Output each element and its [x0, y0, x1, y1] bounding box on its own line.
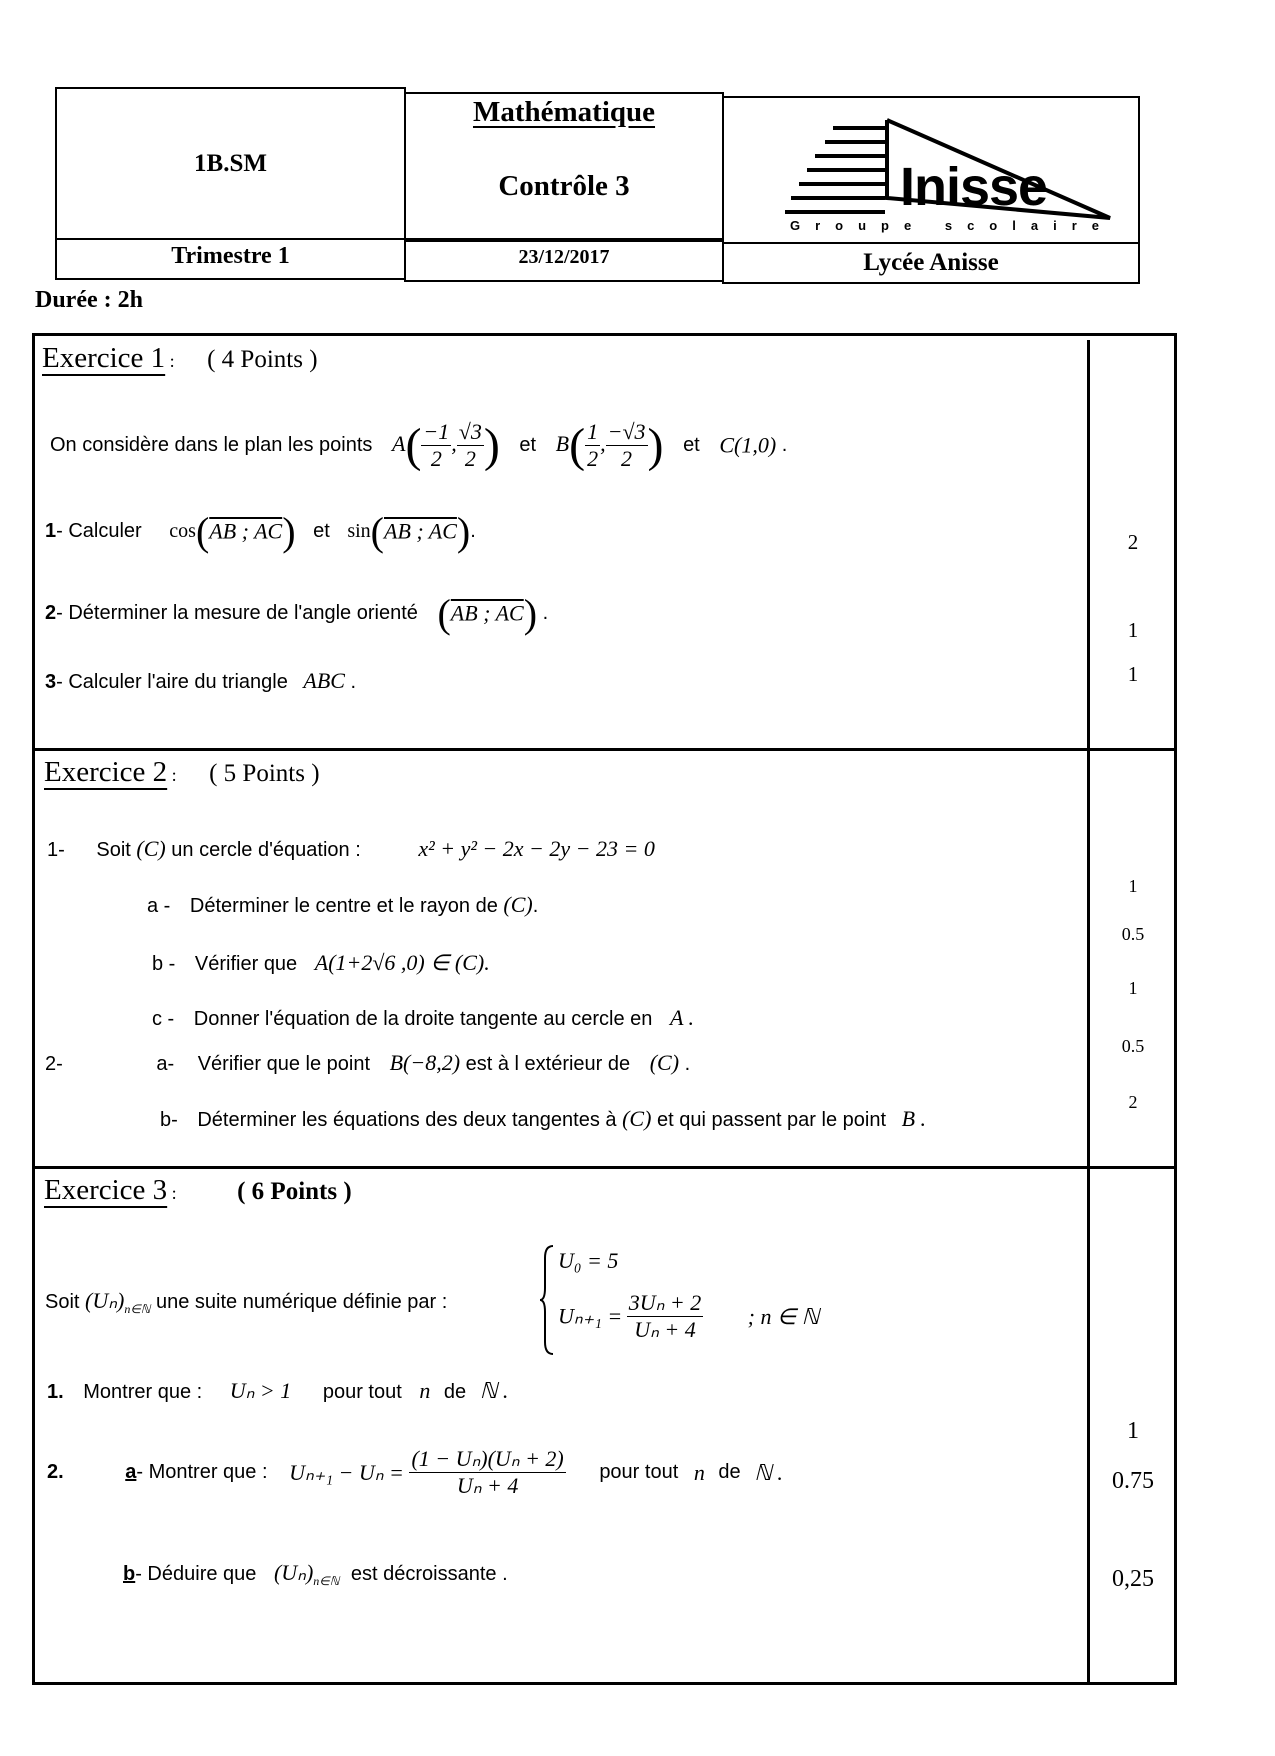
ex3-un1-num: 3Uₙ + 2: [628, 1290, 702, 1315]
exercise-2-heading: [44, 756, 320, 789]
ex2-c-label: c -: [152, 1008, 175, 1030]
ex3-q2-number: 2.: [47, 1461, 64, 1483]
ex2-score-5: 2: [1128, 1092, 1138, 1112]
exam-date: 23/12/2017: [518, 246, 610, 268]
ex3-q1-N: ℕ .: [479, 1378, 509, 1403]
exercise-3-title: Exercice 3: [44, 1174, 168, 1206]
exercise-2-2b: [160, 1106, 926, 1132]
ex2-p2b-math: B .: [901, 1106, 927, 1131]
ex3-score-3: 0,25: [1112, 1566, 1154, 1592]
ex3-q2b-label: b: [123, 1563, 136, 1585]
ex1-score-3: 1: [1127, 662, 1139, 686]
ex3-u0: U₀ = 5: [558, 1248, 619, 1273]
ex2-c-text: Donner l'équation de la droite tangente au cercle en: [193, 1008, 653, 1030]
logo-subtitle: Groupe scolaire: [790, 218, 1114, 233]
ex3-q2a-n: n: [693, 1459, 705, 1485]
ex2-p2b-label: b-: [160, 1109, 178, 1131]
ex2-circle-2: (C): [503, 892, 533, 917]
ex3-q1-text2: pour tout: [322, 1381, 402, 1403]
ex2-circle-4: (C): [622, 1106, 652, 1131]
exercise-2-1a: a - Déterminer le centre et le rayon de (C).: [147, 892, 539, 917]
ex3-q2a-lhs: Uₙ₊₁ − Uₙ =: [289, 1459, 404, 1485]
ex1-intro-text: On considère dans le plan les points: [50, 434, 373, 456]
ex2-p2b-text2: et qui passent par le point: [656, 1109, 887, 1131]
ex2-p2-number: 2-: [45, 1053, 63, 1075]
ex2-equation: x² + y² − 2x − 2y − 23 = 0: [418, 836, 655, 861]
system-brace: [540, 1244, 554, 1356]
ex2-b-text: Vérifier que: [194, 953, 298, 975]
exercise-2-title: Exercice 2: [44, 756, 168, 788]
ex3-q1-math: Uₙ > 1: [229, 1378, 292, 1403]
ex2-score-4: 0.5: [1121, 1036, 1145, 1056]
ex2-c-math: A .: [669, 1005, 694, 1030]
ex3-un1-den: Uₙ + 4: [634, 1317, 696, 1342]
ex3-q2a-de: de: [718, 1461, 741, 1483]
ex1-q2-number: 2: [45, 602, 57, 624]
subject-title: Mathématique: [472, 96, 656, 128]
ex3-intro-a: Soit: [45, 1291, 80, 1313]
ex2-score-1: 1: [1128, 876, 1138, 896]
exercise-3-colon: :: [171, 1183, 177, 1203]
exercise-3-q2b: [123, 1560, 508, 1589]
exercise-2-part1: [47, 836, 655, 862]
ex3-recurrence: [558, 1290, 819, 1343]
ex3-q2a-text2: pour tout: [599, 1461, 679, 1483]
ex2-a-label: a -: [147, 895, 171, 917]
exercise-1-q1: 1- Calculer cos(AB ; AC) et sin(AB ; AC).: [45, 509, 476, 554]
exercise-1-points: ( 4 Points ): [207, 346, 318, 373]
ex2-a-text: Déterminer le centre et le rayon de: [189, 895, 498, 917]
exercise-2-colon: :: [171, 765, 177, 785]
school-name: Lycée Anisse: [863, 249, 999, 276]
ex2-p2b-text: Déterminer les équations des deux tangentes à: [197, 1109, 617, 1131]
ex2-b-label: b -: [152, 953, 176, 975]
ex3-q1-number: 1.: [47, 1381, 64, 1403]
exercise-3-q2a: [47, 1446, 783, 1499]
ex3-intro-b: une suite numérique définie par :: [155, 1291, 448, 1313]
ex1-q3-text: - Calculer l'aire du triangle: [56, 671, 288, 693]
ex3-seq-name: (Uₙ): [85, 1288, 125, 1313]
ex2-score-2: 0.5: [1121, 924, 1145, 944]
ex3-q2a-den: Uₙ + 4: [456, 1473, 519, 1498]
ex2-p2a-text: Vérifier que le point: [197, 1053, 371, 1075]
ex3-un1-lhs: Uₙ₊₁ =: [558, 1303, 623, 1329]
ex1-q3-number: 3: [45, 671, 57, 693]
ex3-q2b-math: (Uₙ): [273, 1560, 314, 1585]
ex3-q2a-label: a: [125, 1461, 137, 1483]
ex3-q2b-text2: est décroissante .: [350, 1563, 508, 1585]
exercise-2-points: ( 5 Points ): [209, 760, 320, 787]
divider-ex1-ex2: [32, 748, 1177, 751]
ex3-q1-n: n: [419, 1378, 431, 1403]
ex3-q2a-text: - Montrer que :: [136, 1461, 268, 1483]
ex2-score-3: 1: [1128, 978, 1138, 998]
exercise-1-intro: On considère dans le plan les points A( $\frac{-1}{2}$ , $\frac{√3}{2}$ ) et B( $\frac{1}{2}$ , $\frac{-√3}{2}$ ) et C(1,0) .: [50, 419, 788, 472]
exam-title: Contrôle 3: [498, 170, 630, 202]
ex2-p2a-label: a-: [156, 1053, 175, 1075]
exercise-2-1b: [152, 950, 490, 976]
ex3-q2b-sub: n∈ℕ: [313, 1574, 340, 1588]
exercise-3-points: ( 6 Points ): [237, 1178, 352, 1205]
duration-label: Durée : 2h: [35, 287, 143, 313]
divider-ex2-ex3: [32, 1166, 1177, 1169]
ex3-seq-sub: n∈ℕ: [124, 1302, 151, 1316]
exercise-1-heading: [42, 342, 318, 375]
ex1-score-1: 2: [1127, 530, 1139, 554]
ex1-q1-number: 1: [45, 520, 57, 542]
ex1-q3-math: ABC: [303, 668, 345, 693]
trimester-label: Trimestre 1: [171, 243, 290, 269]
ex3-score-1: 1: [1127, 1418, 1139, 1444]
ex3-cond: ; n ∈ ℕ: [747, 1303, 820, 1329]
exercise-1-q2: 2- Déterminer la mesure de l'angle orienté (AB ; AC) .: [45, 591, 549, 636]
exercise-1-title: Exercice 1: [42, 342, 166, 374]
ex3-q2a-N: ℕ .: [754, 1459, 783, 1485]
exercise-1-q3: 3- Calculer l'aire du triangle ABC .: [45, 668, 357, 693]
ex3-q2b-text: - Déduire que: [135, 1563, 257, 1585]
exercise-2-1c: [152, 1005, 694, 1031]
ex2-p1-text-a: Soit: [96, 839, 131, 861]
exercise-2-2a: 2- a- Vérifier que le point B(−8,2) est à l extérieur de (C) .: [45, 1050, 691, 1075]
logo-wordmark: Inisse: [900, 157, 1048, 217]
ex1-et-1: et: [519, 434, 537, 456]
ex2-circle-1: (C): [136, 836, 166, 861]
ex2-p1-text-b: un cercle d'équation :: [171, 839, 361, 861]
exercise-3-heading: [44, 1174, 352, 1207]
exercise-1-colon: :: [169, 351, 175, 371]
ex3-q2a-num: (1 − Uₙ)(Uₙ + 2): [411, 1446, 564, 1471]
ex2-p2a-text2: est à l extérieur de: [465, 1053, 631, 1075]
ex1-q1-text: - Calculer: [56, 520, 142, 542]
score-column-divider: [1087, 340, 1090, 1685]
ex1-q2-text: - Déterminer la mesure de l'angle orienté: [56, 602, 418, 624]
ex2-p1-number: 1-: [47, 839, 65, 861]
exercise-3-intro: [45, 1288, 447, 1317]
ex3-q1-de: de: [443, 1381, 467, 1403]
ex2-circle-3: (C): [649, 1050, 680, 1075]
ex1-score-2: 1: [1127, 618, 1139, 642]
exercise-3-q1: [47, 1378, 508, 1404]
ex2-p2a-math: B(−8,2): [389, 1050, 461, 1075]
ex1-et-2: et: [683, 434, 700, 456]
class-label: 1B.SM: [194, 150, 267, 177]
ex2-b-math: A(1+2√6 ,0) ∈ (C).: [314, 950, 490, 975]
ex3-score-2: 0.75: [1112, 1468, 1154, 1494]
ex1-q1-et: et: [313, 520, 330, 542]
ex3-q1-text: Montrer que :: [83, 1381, 203, 1403]
